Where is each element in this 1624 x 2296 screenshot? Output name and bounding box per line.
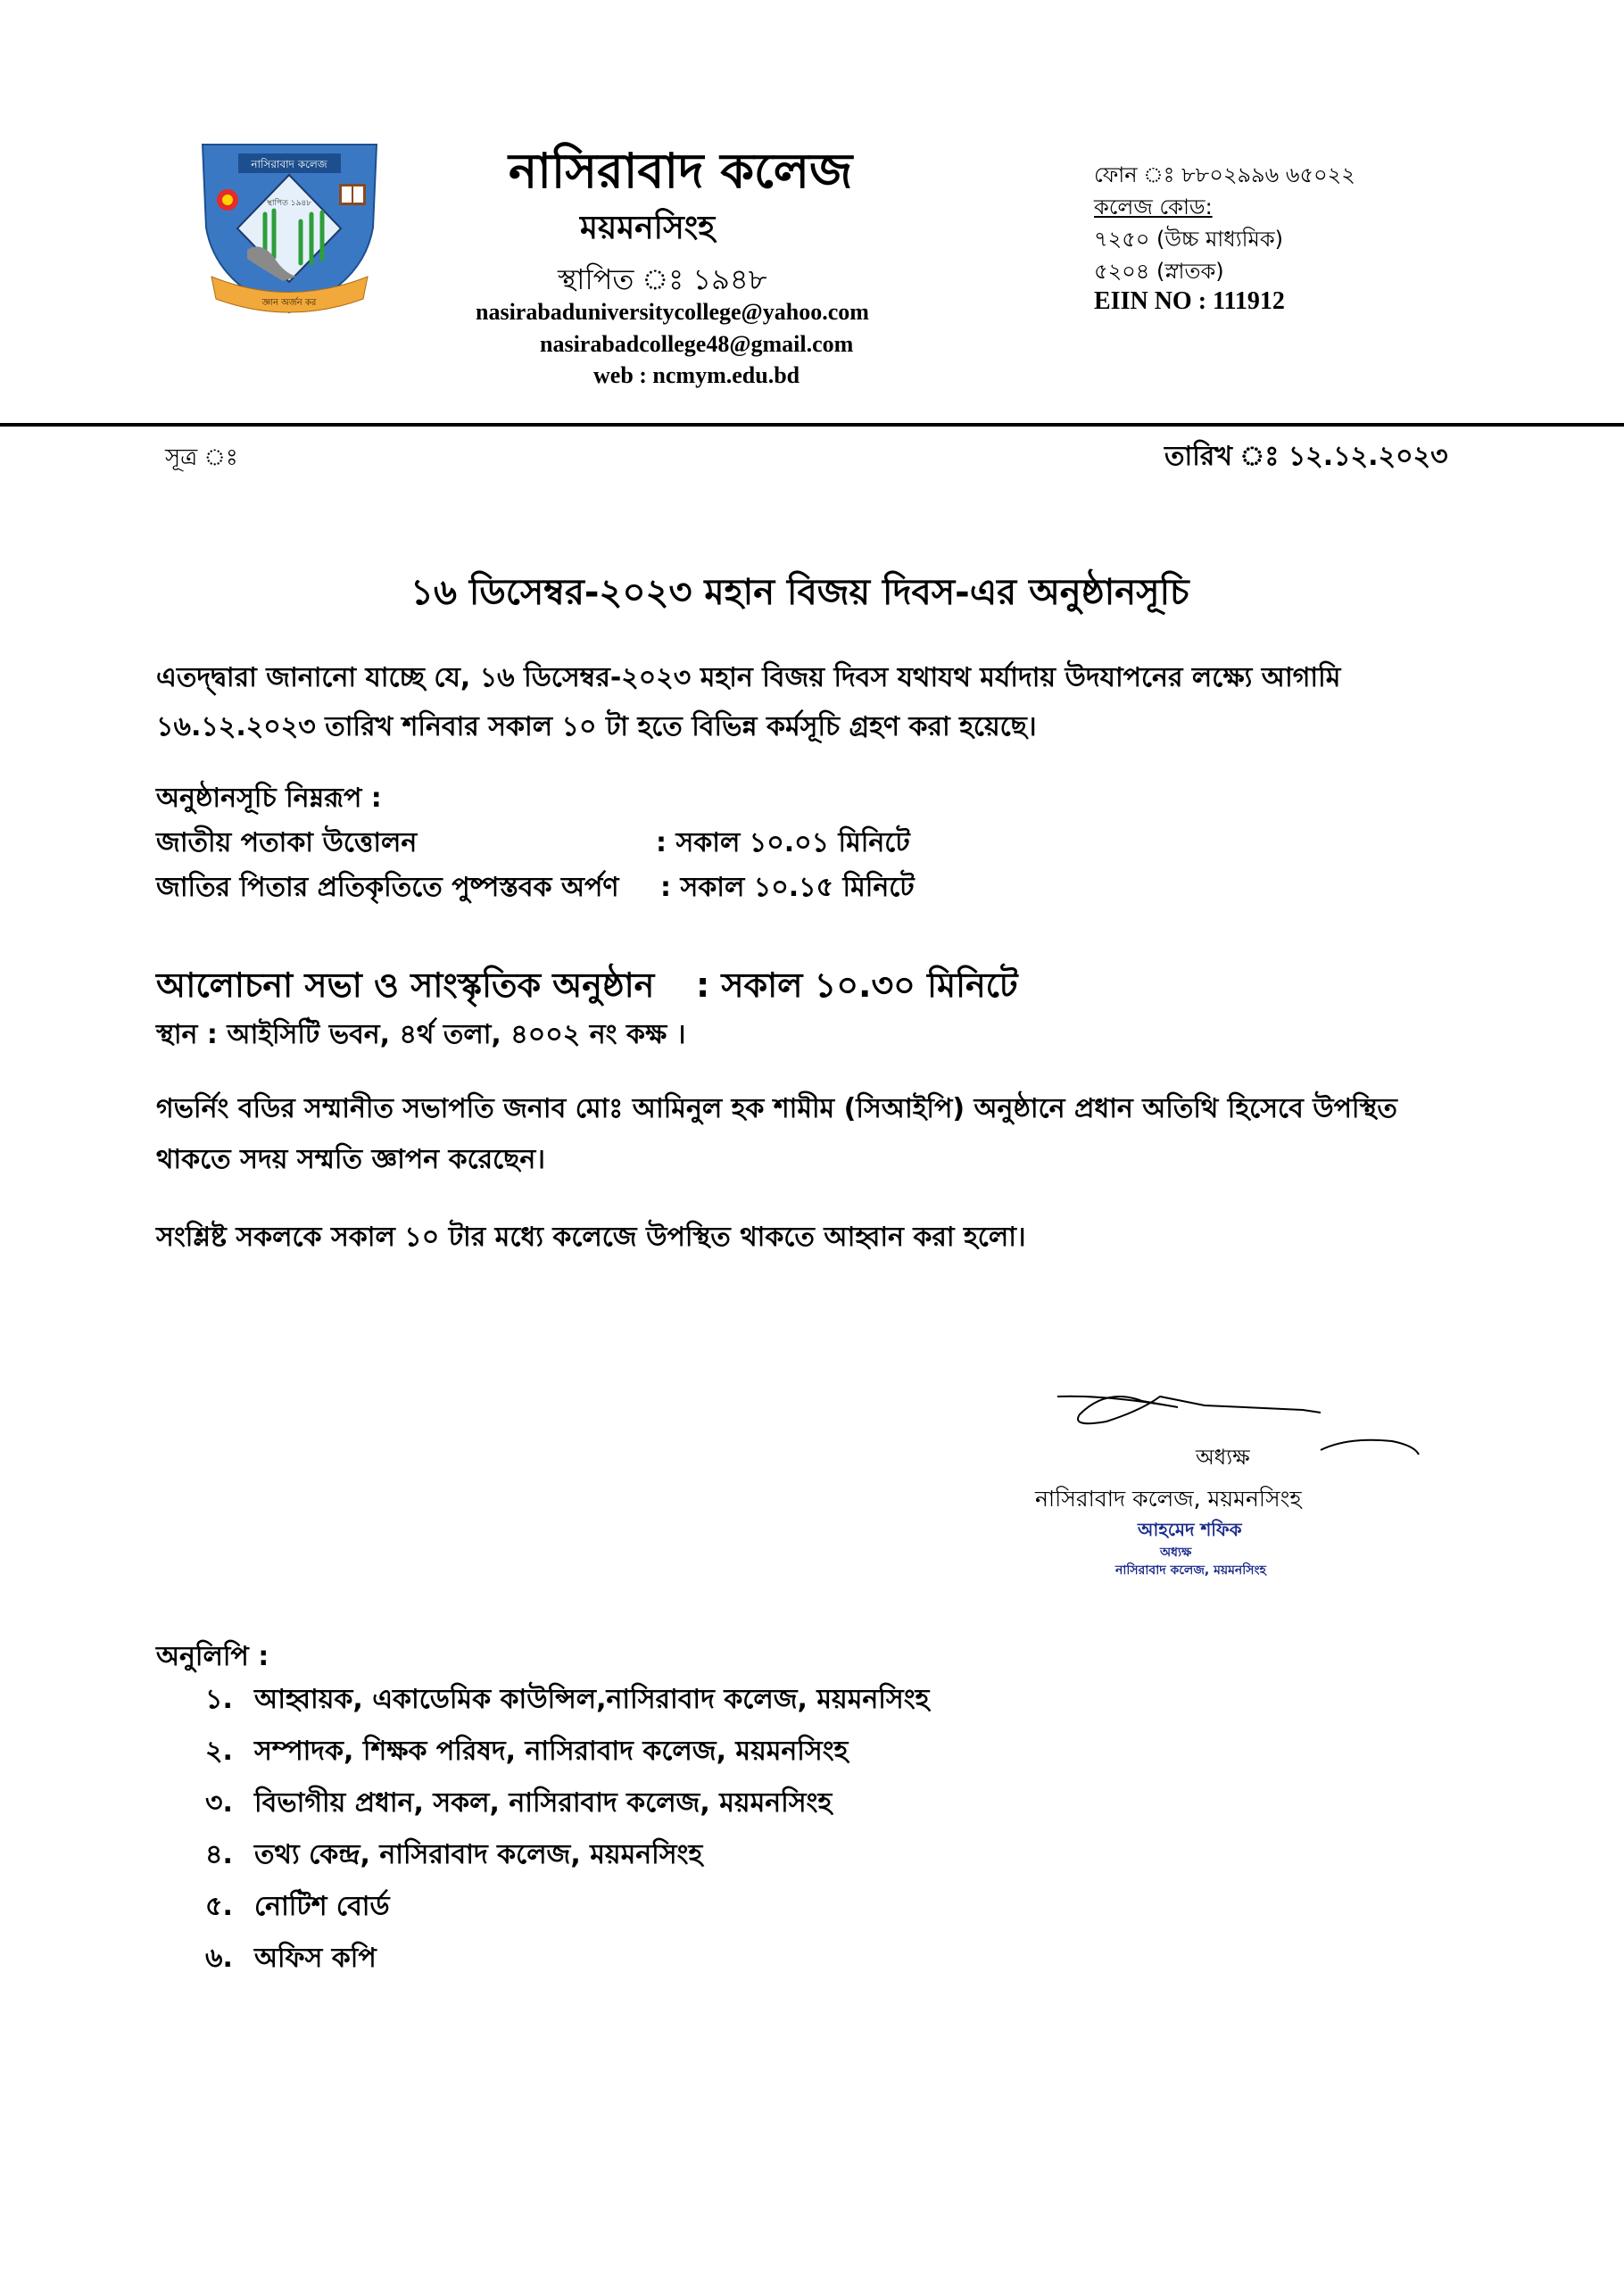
schedule-event: জাতীয় পতাকা উত্তোলন bbox=[156, 827, 418, 858]
eiin-number: EIIN NO : 111912 bbox=[1094, 287, 1285, 315]
stamp-title: অধ্যক্ষ bbox=[1160, 1546, 1192, 1560]
website-link[interactable]: web : ncmym.edu.bd bbox=[593, 362, 800, 388]
copy-item bbox=[205, 1885, 390, 1930]
logo-banner-text: নাসিরাবাদ কলেজ bbox=[251, 158, 327, 170]
copy-text: সম্পাদক, শিক্ষক পরিষদ, নাসিরাবাদ কলেজ, ময়মনসিংহ bbox=[254, 1736, 849, 1767]
copy-item bbox=[205, 1729, 848, 1775]
guest-line-2: থাকতে সদয় সম্মতি জ্ঞাপন করেছেন। bbox=[156, 1144, 545, 1175]
copy-text: অফিস কপি bbox=[254, 1943, 377, 1974]
copy-number: ২. bbox=[205, 1736, 233, 1767]
logo-ribbon-text: জ্ঞান অর্জন কর bbox=[261, 298, 317, 308]
schedule-event: আলোচনা সভা ও সাংস্কৃতিক অনুষ্ঠান bbox=[156, 966, 655, 1005]
phone-number: ফোন ঃ ৮৮০২৯৯৬ ৬৫০২২ bbox=[1094, 162, 1355, 187]
copy-text: আহ্বায়ক, একাডেমিক কাউন্সিল,নাসিরাবাদ কলেজ, ময়মনসিংহ bbox=[254, 1684, 930, 1715]
signatory-organization: নাসিরাবাদ কলেজ, ময়মনসিংহ bbox=[1035, 1486, 1302, 1512]
copy-number: ৬. bbox=[205, 1943, 233, 1974]
copy-text: তথ্য কেন্দ্র, নাসিরাবাদ কলেজ, ময়মনসিংহ bbox=[254, 1839, 703, 1870]
college-logo bbox=[198, 143, 381, 321]
copy-text: নোটিশ বোর্ড bbox=[254, 1891, 390, 1922]
schedule-time: : সকাল ১০.১৫ মিনিটে bbox=[660, 872, 915, 903]
schedule-event: জাতির পিতার প্রতিকৃতিতে পুষ্পস্তবক অর্পণ bbox=[156, 872, 619, 903]
copy-item bbox=[205, 1936, 377, 1982]
header-divider bbox=[0, 423, 1624, 427]
copy-item bbox=[205, 1781, 832, 1827]
college-name: নাসিরাবাদ কলেজ bbox=[509, 143, 853, 199]
copy-number: ৩. bbox=[205, 1787, 233, 1819]
closing-line: সংশ্লিষ্ট সকলকে সকাল ১০ টার মধ্যে কলেজে উপস্থিত থাকতে আহ্বান করা হলো। bbox=[156, 1222, 1026, 1253]
stamp-organization: নাসিরাবাদ কলেজ, ময়মনসিংহ bbox=[1115, 1563, 1266, 1578]
copy-number: ৫. bbox=[205, 1891, 233, 1922]
event-venue: স্থান : আইসিটি ভবন, ৪র্থ তলা, ৪০০২ নং কক্ষ । bbox=[156, 1019, 686, 1050]
copy-item bbox=[205, 1833, 702, 1878]
copies-label: অনুলিপি : bbox=[156, 1641, 269, 1672]
email-gmail[interactable]: nasirabadcollege48@gmail.com bbox=[540, 331, 854, 357]
schedule-time: : সকাল ১০.৩০ মিনিটে bbox=[696, 966, 1018, 1005]
schedule-time: : সকাল ১০.০১ মিনিটে bbox=[656, 827, 910, 858]
copy-item bbox=[205, 1678, 929, 1723]
logo-center-text: স্থাপিত ১৯৪৮ bbox=[266, 199, 312, 208]
email-yahoo[interactable]: nasirabaduniversitycollege@yahoo.com bbox=[476, 299, 869, 325]
college-city: ময়মনসিংহ bbox=[580, 210, 716, 246]
copy-number: ১. bbox=[205, 1684, 233, 1715]
reference-label: সূত্র ঃ bbox=[165, 444, 238, 471]
established-year: স্থাপিত ঃ ১৯৪৮ bbox=[558, 262, 767, 296]
guest-line-1: গভর্নিং বডির সম্মানীত সভাপতি জনাব মোঃ আমিনুল হক শামীম (সিআইপি) অনুষ্ঠানে প্রধান অতিথি হিসেবে উপস্থিত bbox=[156, 1093, 1397, 1124]
schedule-label: অনুষ্ঠানসূচি নিম্নরূপ : bbox=[156, 783, 382, 814]
copy-text: বিভাগীয় প্রধান, সকল, নাসিরাবাদ কলেজ, ময়মনসিংহ bbox=[254, 1787, 833, 1819]
copy-number: ৪. bbox=[205, 1839, 233, 1870]
notice-date: তারিখ ঃ ১২.১২.২০২৩ bbox=[1164, 441, 1448, 472]
intro-line-1: এতদ্দ্বারা জানানো যাচ্ছে যে, ১৬ ডিসেম্বর-২০২৩ মহান বিজয় দিবস যথাযথ মর্যাদায় উদযাপনের লক্ষ্যে আগামি bbox=[156, 662, 1341, 693]
college-code-label: কলেজ কোড: bbox=[1094, 195, 1213, 220]
college-code-hsc: ৭২৫০ (উচ্চ মাধ্যমিক) bbox=[1094, 227, 1284, 252]
intro-line-2: ১৬.১২.২০২৩ তারিখ শনিবার সকাল ১০ টা হতে বিভিন্ন কর্মসূচি গ্রহণ করা হয়েছে। bbox=[156, 711, 1037, 742]
signatory-title: অধ্যক্ষ bbox=[1196, 1445, 1250, 1470]
stamp-name: আহমেদ শফিক bbox=[1138, 1519, 1242, 1540]
college-code-degree: ৫২০৪ (স্নাতক) bbox=[1094, 259, 1224, 284]
notice-heading: ১৬ ডিসেম্বর-২০২৩ মহান বিজয় দিবস-এর অনুষ্ঠানসূচি bbox=[410, 572, 1189, 613]
